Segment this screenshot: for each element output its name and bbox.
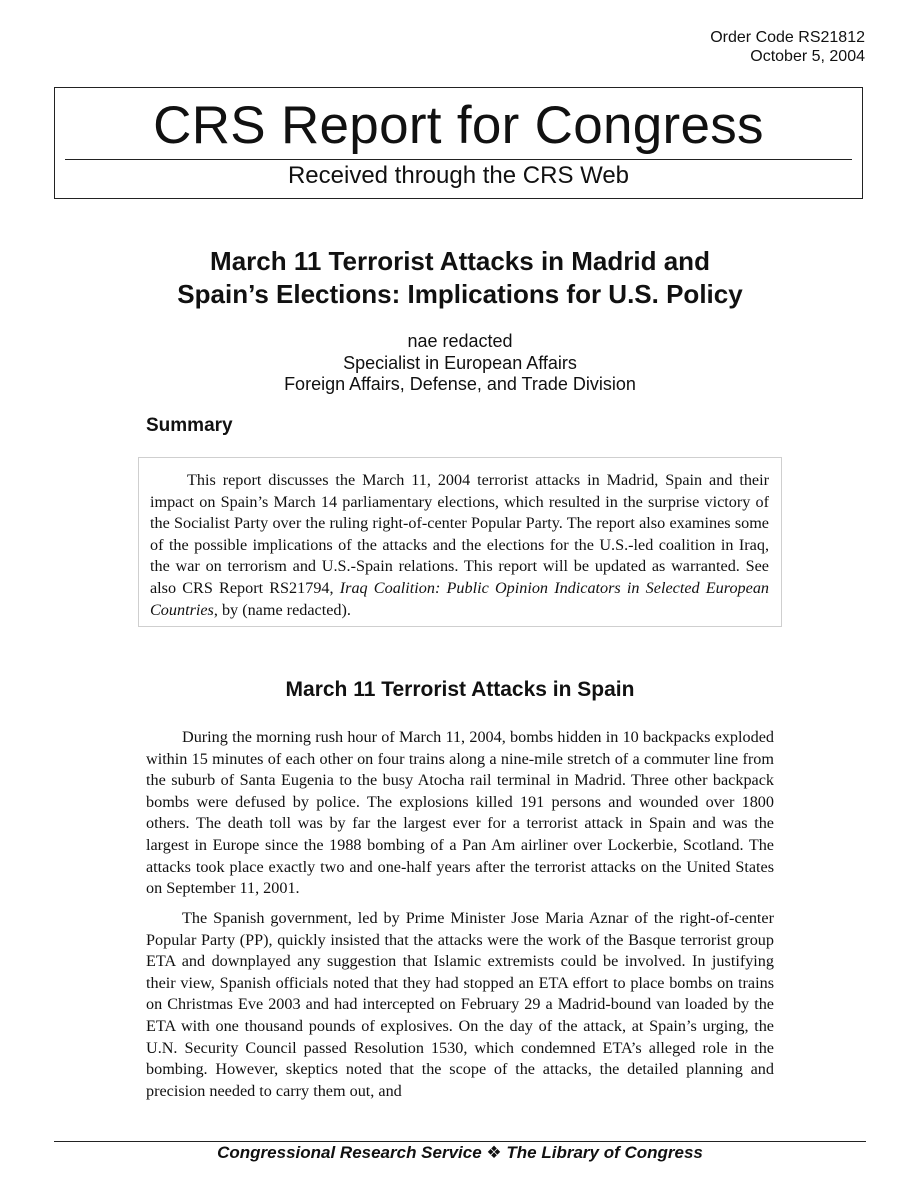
section-heading: March 11 Terrorist Attacks in Spain bbox=[285, 678, 635, 701]
masthead-subtitle: Received through the CRS Web bbox=[287, 162, 630, 189]
paragraph-text: The Spanish government, led by Prime Minister Jose Maria Aznar of the right-of-center Popular Party (PP), quickly insisted that the attacks were the work of the Basque terrorist group ETA and downplayed any suggestion that Islamic extremists could be involved. In justifying their view, Spanish officials noted that they had stopped an ETA effort to place bombs on trains on Christmas Eve 2003 and had intercepted on February 29 a Madrid-bound van loaded by the ETA with one thousand pounds of explosives. On the day of the attack, at Spain’s urging, the U.N. Security Council passed Resolution 1530, which condemned ETA’s alleged role in the bombing. However, skeptics noted that the scope of the attacks, the detailed planning and precision needed to carry them out, and bbox=[146, 909, 774, 1100]
author-division: Foreign Affairs, Defense, and Trade Division bbox=[284, 374, 636, 394]
author-block bbox=[100, 331, 820, 396]
summary-cited-report-title: Iraq Coalition: Public Opinion Indicators in Selected European Countries bbox=[150, 578, 770, 619]
summary-text-end: , by (name redacted). bbox=[213, 600, 351, 619]
body-paragraph-1 bbox=[146, 727, 774, 900]
summary-box bbox=[138, 457, 782, 627]
footer bbox=[0, 1143, 920, 1163]
masthead-title: CRS Report for Congress bbox=[153, 96, 764, 155]
author-name: nae redacted bbox=[407, 331, 513, 351]
title-line-2: Spain’s Elections: Implications for U.S. Policy bbox=[177, 279, 743, 309]
paragraph-text: During the morning rush hour of March 11, 2004, bombs hidden in 10 backpacks exploded within 15 minutes of each other on four trains along a nine-mile stretch of a commuter line from the suburb of Santa Eugenia to the busy Atocha rail terminal in Madrid. Three other backpack bombs were defused by police. The explosions killed 191 persons and wounded over 1800 others. The death toll was by far the largest ever for a terrorist attack in Spain and was the largest in Europe since the 1988 bombing of a Pan Am airliner over Lockerbie, Scotland. The attacks took place exactly two and one-half years after the terrorist attacks on the United States on September 11, 2001. bbox=[146, 728, 774, 898]
report-date: October 5, 2004 bbox=[750, 48, 865, 65]
summary-heading: Summary bbox=[146, 415, 233, 436]
masthead-divider bbox=[65, 159, 852, 160]
footer-org: Congressional Research Service bbox=[217, 1143, 482, 1162]
title-line-1: March 11 Terrorist Attacks in Madrid and bbox=[210, 246, 710, 276]
order-code: Order Code RS21812 bbox=[710, 29, 865, 46]
summary-text bbox=[150, 470, 769, 621]
body-paragraph-2 bbox=[146, 908, 774, 1102]
document-title bbox=[100, 245, 820, 311]
summary-text-main: This report discusses the March 11, 2004 terrorist attacks in Madrid, Spain and their impact on Spain’s March 14 parliamentary elections, which resulted in the surprise victory of the Socialist Party over the ruling right-of-center Popular Party. The report also examines some of the possible implications of the attacks and the elections for the U.S.-led coalition in Iraq, the war on terrorism and U.S.-Spain relations. This report will be updated as warranted. See also CRS Report RS21794, bbox=[150, 471, 769, 597]
masthead-box bbox=[54, 87, 863, 199]
footer-library: The Library of Congress bbox=[506, 1143, 703, 1162]
footer-divider bbox=[54, 1141, 866, 1142]
diamond-icon: ❖ bbox=[486, 1143, 502, 1162]
author-role: Specialist in European Affairs bbox=[343, 352, 577, 373]
order-info bbox=[710, 28, 865, 66]
